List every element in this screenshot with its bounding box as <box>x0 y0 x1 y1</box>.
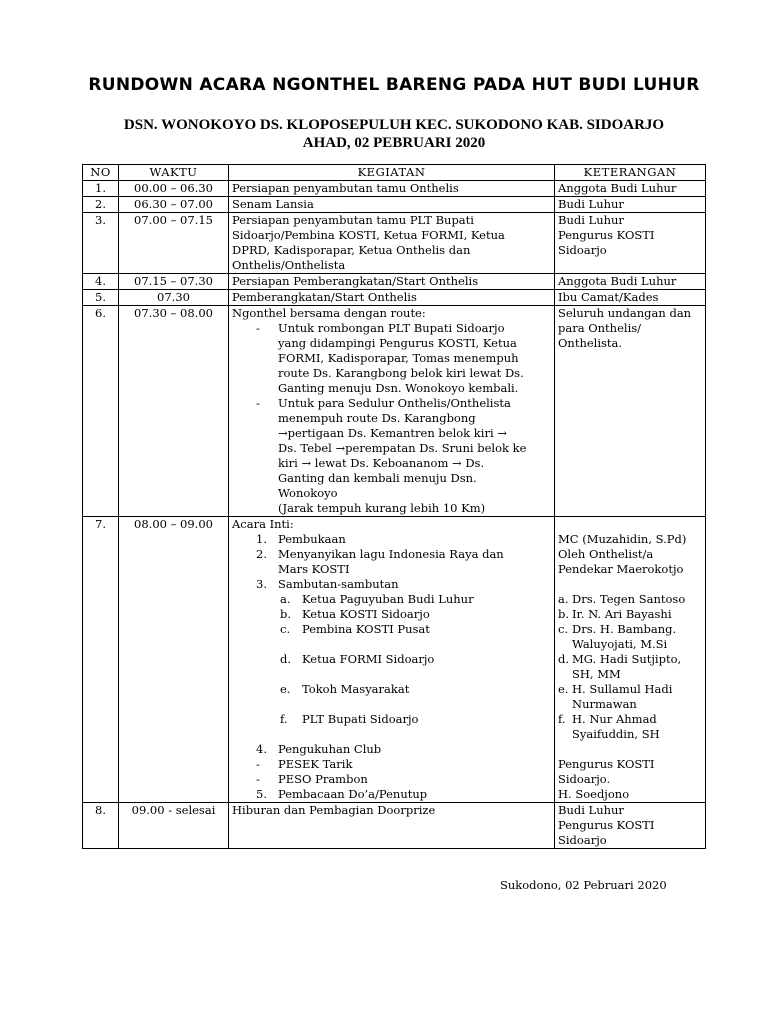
table-row <box>83 517 706 803</box>
speaker-name: Ir. N. Ari Bayashi <box>572 607 672 621</box>
row-note: Ibu Camat/Kades <box>555 290 706 306</box>
row-note: Budi Luhur <box>555 197 706 213</box>
header-keterangan: KETERANGAN <box>555 165 706 181</box>
program-item <box>232 787 551 802</box>
speech-item <box>232 592 551 607</box>
location-subtitle: DSN. WONOKOYO DS. KLOPOSEPULUH KEC. SUKODONO KAB. SIDOARJO <box>123 117 665 133</box>
activity-line: Sidoarjo/Pembina KOSTI, Ketua FORMI, Ketua <box>232 228 505 242</box>
speech-item <box>232 607 551 622</box>
note-line: Sidoarjo <box>558 243 607 257</box>
item-marker: 4. <box>256 742 267 756</box>
program-intro: Acara Inti: <box>232 517 294 531</box>
item-marker: 2. <box>256 547 267 561</box>
program-item <box>232 742 551 757</box>
item-text: Ketua FORMI Sidoarjo <box>302 652 435 666</box>
item-text: Menyanyikan lagu Indonesia Raya dan <box>278 547 504 561</box>
row-activity: Persiapan Pemberangkatan/Start Onthelis <box>229 274 555 290</box>
route-line: Ganting dan kembali menuju Dsn. <box>278 471 477 485</box>
item-marker: a. <box>280 592 291 606</box>
item-marker: e. <box>558 682 569 696</box>
note-line: MC (Muzahidin, S.Pd) <box>558 532 687 546</box>
speech-item <box>232 652 551 667</box>
row-note <box>555 803 706 849</box>
row-number: 4. <box>83 274 119 290</box>
route-line: route Ds. Karangbong belok kiri lewat Ds. <box>278 366 524 380</box>
row-activity <box>229 213 555 274</box>
item-marker: d. <box>558 652 570 666</box>
header-waktu: WAKTU <box>119 165 229 181</box>
row-number: 5. <box>83 290 119 306</box>
item-text: PESEK Tarik <box>278 757 353 771</box>
row-activity <box>229 306 555 517</box>
program-item <box>232 532 551 547</box>
route-line: yang didampingi Pengurus KOSTI, Ketua <box>278 336 517 350</box>
item-text: Pembina KOSTI Pusat <box>302 622 430 636</box>
note-line: Pendekar Maerokotjo <box>558 562 684 576</box>
note-line: Oleh Onthelist/a <box>558 547 654 561</box>
speaker-note <box>558 652 702 682</box>
item-marker: d. <box>280 652 292 666</box>
row-number: 1. <box>83 181 119 197</box>
item-marker: 3. <box>256 577 267 591</box>
table-row <box>83 274 706 290</box>
activity-line: Onthelis/Onthelista <box>232 258 346 272</box>
item-text: PLT Bupati Sidoarjo <box>302 712 419 726</box>
note-line: Budi Luhur <box>558 213 624 227</box>
row-time: 07.00 – 07.15 <box>119 213 229 274</box>
row-number: 7. <box>83 517 119 803</box>
item-text: PESO Prambon <box>278 772 368 786</box>
date-subtitle: AHAD, 02 PEBRUARI 2020 <box>302 135 486 151</box>
row-note: Anggota Budi Luhur <box>555 274 706 290</box>
item-text: Ketua Paguyuban Budi Luhur <box>302 592 474 606</box>
row-time: 06.30 – 07.00 <box>119 197 229 213</box>
table-row <box>83 181 706 197</box>
speech-item <box>232 712 551 727</box>
note-line: Onthelista. <box>558 336 623 350</box>
route-line: →pertigaan Ds. Kemantren belok kiri → <box>278 426 507 440</box>
row-note: Anggota Budi Luhur <box>555 181 706 197</box>
row-activity: Persiapan penyambutan tamu Onthelis <box>229 181 555 197</box>
speaker-name: SH, MM <box>572 667 621 681</box>
item-text: Pengukuhan Club <box>278 742 382 756</box>
route-line: Untuk rombongan PLT Bupati Sidoarjo <box>278 321 505 335</box>
speaker-name: Waluyojati, M.Si <box>572 637 668 651</box>
program-item <box>232 547 551 577</box>
route-line: menempuh route Ds. Karangbong <box>278 411 476 425</box>
speaker-name: Syaifuddin, SH <box>572 727 660 741</box>
route-line: Ganting menuju Dsn. Wonokoyo kembali. <box>278 381 519 395</box>
speaker-note <box>558 607 702 622</box>
item-marker: e. <box>280 682 291 696</box>
item-marker: c. <box>558 622 569 636</box>
note-line: Pengurus KOSTI <box>558 228 655 242</box>
item-marker: f. <box>280 712 288 726</box>
row-number: 2. <box>83 197 119 213</box>
note-line: Seluruh undangan dan <box>558 306 692 320</box>
row-note <box>555 517 706 803</box>
row-time: 07.30 <box>119 290 229 306</box>
row-activity: Pemberangkatan/Start Onthelis <box>229 290 555 306</box>
note-line: Pengurus KOSTI <box>558 818 655 832</box>
table-row <box>83 803 706 849</box>
dash-marker: - <box>256 321 260 335</box>
item-marker: 5. <box>256 787 267 801</box>
route-item <box>232 396 551 516</box>
row-note <box>555 306 706 517</box>
speaker-note <box>558 712 702 742</box>
route-line: kiri → lewat Ds. Keboananom → Ds. <box>278 456 485 470</box>
speech-item <box>232 622 551 637</box>
rundown-table <box>82 164 706 849</box>
item-marker: a. <box>558 592 569 606</box>
route-line: Ds. Tebel →perempatan Ds. Sruni belok ke <box>278 441 527 455</box>
route-item <box>232 321 551 396</box>
place-date-signature: Sukodono, 02 Pebruari 2020 <box>500 878 667 892</box>
route-line: Untuk para Sedulur Onthelis/Onthelista <box>278 396 511 410</box>
item-text: Pembacaan Do’a/Penutup <box>278 787 428 801</box>
row-activity: Senam Lansia <box>229 197 555 213</box>
row-activity: Hiburan dan Pembagian Doorprize <box>229 803 555 849</box>
dash-marker: - <box>256 772 260 786</box>
document-title: RUNDOWN ACARA NGONTHEL BARENG PADA HUT BUDI LUHUR <box>88 75 700 95</box>
speaker-note <box>558 592 702 607</box>
activity-line: DPRD, Kadisporapar, Ketua Onthelis dan <box>232 243 471 257</box>
speech-item <box>232 682 551 697</box>
route-line: FORMI, Kadisporapar, Tomas menempuh <box>278 351 519 365</box>
table-row <box>83 290 706 306</box>
speaker-name: H. Nur Ahmad <box>572 712 657 726</box>
speaker-name: H. Sullamul Hadi <box>572 682 673 696</box>
row-time: 00.00 – 06.30 <box>119 181 229 197</box>
item-marker: f. <box>558 712 566 726</box>
item-marker: b. <box>558 607 570 621</box>
row-time: 08.00 – 09.00 <box>119 517 229 803</box>
item-text: Pembukaan <box>278 532 346 546</box>
item-text: Tokoh Masyarakat <box>302 682 410 696</box>
row-note <box>555 213 706 274</box>
item-text: Ketua KOSTI Sidoarjo <box>302 607 430 621</box>
item-marker: 1. <box>256 532 267 546</box>
note-line: Budi Luhur <box>558 803 624 817</box>
item-marker: b. <box>280 607 292 621</box>
speaker-name: Drs. H. Bambang. <box>572 622 677 636</box>
row-time: 07.15 – 07.30 <box>119 274 229 290</box>
route-line: Wonokoyo <box>278 486 338 500</box>
club-item <box>232 772 551 787</box>
speaker-name: Nurmawan <box>572 697 637 711</box>
item-marker: c. <box>280 622 291 636</box>
header-no: NO <box>83 165 119 181</box>
note-line: H. Soedjono <box>558 787 630 801</box>
row-time: 07.30 – 08.00 <box>119 306 229 517</box>
route-line: (Jarak tempuh kurang lebih 10 Km) <box>278 501 486 515</box>
speaker-name: MG. Hadi Sutjipto, <box>572 652 682 666</box>
dash-marker: - <box>256 396 260 410</box>
route-intro: Ngonthel bersama dengan route: <box>232 306 426 320</box>
note-line: Sidoarjo. <box>558 772 611 786</box>
club-item <box>232 757 551 772</box>
header-kegiatan: KEGIATAN <box>229 165 555 181</box>
row-number: 8. <box>83 803 119 849</box>
row-time: 09.00 - selesai <box>119 803 229 849</box>
speaker-note <box>558 622 702 652</box>
item-text: Sambutan-sambutan <box>278 577 399 591</box>
note-line: Sidoarjo <box>558 833 607 847</box>
table-header-row <box>83 165 706 181</box>
program-item <box>232 577 551 592</box>
row-number: 6. <box>83 306 119 517</box>
note-line: Pengurus KOSTI <box>558 757 655 771</box>
activity-line: Persiapan penyambutan tamu PLT Bupati <box>232 213 474 227</box>
table-row <box>83 197 706 213</box>
table-row <box>83 306 706 517</box>
row-number: 3. <box>83 213 119 274</box>
table-row <box>83 213 706 274</box>
row-activity <box>229 517 555 803</box>
dash-marker: - <box>256 757 260 771</box>
speaker-note <box>558 682 702 712</box>
item-text: Mars KOSTI <box>278 562 350 576</box>
speaker-name: Drs. Tegen Santoso <box>572 592 686 606</box>
note-line: para Onthelis/ <box>558 321 642 335</box>
